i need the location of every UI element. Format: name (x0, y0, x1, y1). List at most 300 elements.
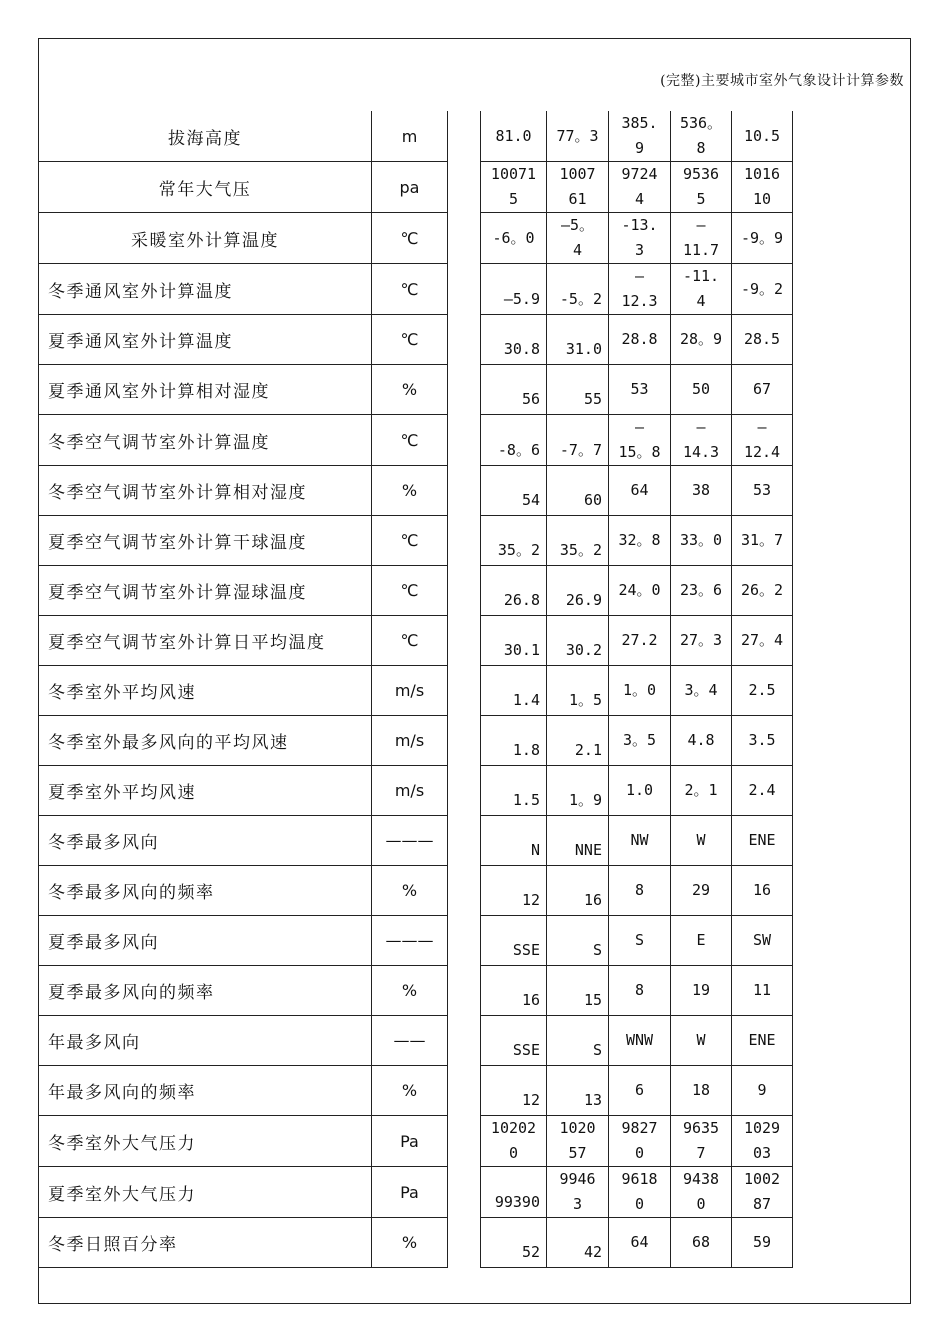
document-header: (完整)主要城市室外气象设计计算参数 (660, 73, 904, 89)
value-text: 16 (583, 891, 602, 909)
unit-cell: —— (372, 1016, 448, 1066)
value-text: 9635 7 (682, 1119, 720, 1162)
unit-cell: % (372, 966, 448, 1016)
value-cell (732, 766, 793, 816)
value-text: 26.8 (503, 591, 540, 609)
value-cell (609, 616, 671, 666)
value-cell (547, 1167, 609, 1218)
value-cell (609, 516, 671, 566)
parameter-label: 夏季空气调节室外计算日平均温度 (39, 616, 372, 666)
value-text: 1002 87 (743, 1170, 781, 1213)
value-cell (481, 916, 547, 966)
value-cell (732, 716, 793, 766)
value-cell (481, 1116, 547, 1167)
value-text: 30.2 (565, 641, 602, 659)
value-text: 1。0 (622, 681, 657, 699)
parameter-label: 冬季空气调节室外计算温度 (39, 415, 372, 466)
value-text: 1。5 (568, 691, 602, 709)
value-cell (732, 866, 793, 916)
value-cell (609, 966, 671, 1016)
value-cell (481, 1167, 547, 1218)
value-text: — 12.3 (621, 267, 658, 310)
value-cell (671, 264, 732, 315)
value-text: 52 (521, 1243, 540, 1261)
spacer-cell (448, 1066, 481, 1116)
value-text: 9724 4 (621, 165, 658, 208)
table-row (39, 666, 793, 716)
table-row (39, 716, 793, 766)
value-cell (732, 1066, 793, 1116)
spacer-cell (448, 415, 481, 466)
value-cell (671, 866, 732, 916)
value-cell (671, 666, 732, 716)
unit-cell: pa (372, 162, 448, 213)
value-text: 23。6 (679, 581, 723, 599)
parameter-label: 冬季室外大气压力 (39, 1116, 372, 1167)
value-cell (671, 365, 732, 415)
unit-cell: ——— (372, 816, 448, 866)
value-cell (481, 816, 547, 866)
value-text: 64 (630, 1233, 649, 1251)
value-cell (481, 866, 547, 916)
value-text: 1。9 (568, 791, 602, 809)
value-text: 26.9 (565, 591, 602, 609)
value-cell (609, 866, 671, 916)
value-text: 1007 61 (559, 165, 596, 208)
value-cell (481, 111, 547, 162)
value-text: 8 (634, 981, 645, 999)
value-cell (547, 415, 609, 466)
parameter-label: 夏季空气调节室外计算湿球温度 (39, 566, 372, 616)
table-row (39, 966, 793, 1016)
value-text: -6。0 (492, 228, 535, 247)
spacer-cell (448, 666, 481, 716)
value-text: W (696, 831, 706, 849)
value-cell (671, 716, 732, 766)
value-text: 9438 0 (682, 1170, 720, 1213)
spacer-cell (448, 766, 481, 816)
value-cell (481, 1218, 547, 1268)
table-row (39, 1167, 793, 1218)
value-text: — 11.7 (682, 216, 720, 259)
value-text: 53 (752, 481, 772, 499)
value-text: -9。2 (740, 279, 784, 298)
value-cell (609, 213, 671, 264)
unit-cell: % (372, 1218, 448, 1268)
unit-cell: ℃ (372, 264, 448, 315)
unit-cell: ——— (372, 916, 448, 966)
parameter-label: 冬季室外最多风向的平均风速 (39, 716, 372, 766)
value-text: 1029 03 (743, 1119, 781, 1162)
value-cell (547, 516, 609, 566)
value-text: 81.0 (495, 126, 532, 145)
value-cell (609, 766, 671, 816)
value-text: 35。2 (497, 541, 540, 559)
value-text: SSE (512, 1041, 540, 1059)
value-cell (732, 365, 793, 415)
value-cell (671, 916, 732, 966)
table-row (39, 766, 793, 816)
unit-cell: m (372, 111, 448, 162)
value-text: NNE (574, 841, 602, 859)
value-cell (671, 966, 732, 1016)
spacer-cell (448, 816, 481, 866)
value-text: — 15。8 (618, 418, 661, 461)
value-text: 26。2 (740, 581, 784, 599)
value-cell (481, 966, 547, 1016)
value-text: NW (630, 831, 649, 849)
spacer-cell (448, 264, 481, 315)
value-text: 9536 5 (682, 165, 720, 208)
value-cell (547, 566, 609, 616)
value-text: 28。9 (679, 330, 723, 348)
unit-cell: % (372, 365, 448, 415)
value-cell (481, 766, 547, 816)
value-cell (609, 264, 671, 315)
value-cell (609, 666, 671, 716)
value-cell (671, 1218, 732, 1268)
value-cell (609, 365, 671, 415)
unit-cell: ℃ (372, 415, 448, 466)
parameter-label: 年最多风向 (39, 1016, 372, 1066)
value-text: 35。2 (559, 541, 602, 559)
spacer-cell (448, 111, 481, 162)
table-row (39, 111, 793, 162)
value-text: 33。0 (679, 531, 723, 549)
value-cell (732, 1016, 793, 1066)
value-cell (481, 616, 547, 666)
table-row (39, 516, 793, 566)
parameter-label: 夏季通风室外计算温度 (39, 315, 372, 365)
value-cell (481, 365, 547, 415)
value-cell (609, 111, 671, 162)
value-cell (609, 716, 671, 766)
value-cell (732, 1167, 793, 1218)
parameter-label: 夏季室外大气压力 (39, 1167, 372, 1218)
value-cell (547, 1066, 609, 1116)
value-text: 11 (752, 981, 772, 999)
value-text: 10.5 (743, 126, 781, 145)
table-row (39, 1066, 793, 1116)
value-cell (547, 1218, 609, 1268)
spacer-cell (448, 162, 481, 213)
value-text: 59 (752, 1233, 772, 1251)
value-cell (609, 415, 671, 466)
value-cell (547, 162, 609, 213)
table-row (39, 466, 793, 516)
value-cell (481, 264, 547, 315)
spacer-cell (448, 1016, 481, 1066)
value-text: -5。2 (559, 290, 602, 308)
value-cell (547, 766, 609, 816)
value-text: S (592, 941, 602, 959)
value-text: 77。3 (556, 126, 599, 145)
value-cell (547, 916, 609, 966)
spacer-cell (448, 516, 481, 566)
spacer-cell (448, 716, 481, 766)
value-cell (547, 816, 609, 866)
parameter-label: 冬季最多风向的频率 (39, 866, 372, 916)
value-text: SSE (512, 941, 540, 959)
value-cell (609, 162, 671, 213)
unit-cell: m/s (372, 716, 448, 766)
unit-cell: ℃ (372, 616, 448, 666)
value-cell (547, 1016, 609, 1066)
spacer-cell (448, 1218, 481, 1268)
spacer-cell (448, 966, 481, 1016)
value-text: 12 (521, 1091, 540, 1109)
unit-cell: ℃ (372, 516, 448, 566)
value-cell (547, 264, 609, 315)
spacer-cell (448, 213, 481, 264)
value-text: 6 (634, 1081, 645, 1099)
value-cell (671, 1066, 732, 1116)
value-cell (732, 616, 793, 666)
unit-cell: ℃ (372, 566, 448, 616)
value-text: 50 (691, 380, 711, 398)
spacer-cell (448, 616, 481, 666)
value-cell (609, 1218, 671, 1268)
value-cell (732, 264, 793, 315)
value-text: ENE (748, 831, 776, 849)
value-cell (671, 1016, 732, 1066)
value-cell (671, 1116, 732, 1167)
value-text: 9827 0 (621, 1119, 658, 1162)
value-text: 16 (752, 881, 772, 899)
value-text: W (696, 1031, 706, 1049)
value-text: 13 (583, 1091, 602, 1109)
spacer-cell (448, 365, 481, 415)
parameter-label: 常年大气压 (39, 162, 372, 213)
table-row (39, 415, 793, 466)
value-text: — 12.4 (743, 418, 781, 461)
value-text: 28.8 (621, 330, 658, 348)
table-row (39, 566, 793, 616)
unit-cell: % (372, 466, 448, 516)
value-cell (671, 213, 732, 264)
unit-cell: % (372, 866, 448, 916)
value-cell (732, 415, 793, 466)
value-cell (609, 1116, 671, 1167)
value-text: 1.4 (512, 691, 540, 709)
climate-parameter-table (38, 111, 793, 1268)
value-text: -7。7 (559, 441, 602, 459)
parameter-label: 夏季最多风向的频率 (39, 966, 372, 1016)
value-cell (732, 466, 793, 516)
value-cell (609, 916, 671, 966)
value-cell (732, 816, 793, 866)
parameter-label: 冬季空气调节室外计算相对湿度 (39, 466, 372, 516)
value-cell (481, 1016, 547, 1066)
spacer-cell (448, 315, 481, 365)
value-cell (732, 1116, 793, 1167)
value-text: 67 (752, 380, 772, 398)
table-row (39, 916, 793, 966)
value-cell (547, 666, 609, 716)
parameter-label: 冬季通风室外计算温度 (39, 264, 372, 315)
value-cell (671, 162, 732, 213)
value-text: 53 (630, 380, 649, 398)
value-text: 32。8 (618, 531, 661, 549)
value-text: 1.5 (512, 791, 540, 809)
value-cell (547, 315, 609, 365)
value-text: E (696, 931, 706, 949)
value-cell (609, 1016, 671, 1066)
value-text: 31。7 (740, 531, 784, 549)
value-cell (671, 111, 732, 162)
value-cell (481, 666, 547, 716)
value-cell (671, 415, 732, 466)
value-text: 9 (757, 1081, 767, 1099)
value-text: 64 (630, 481, 649, 499)
value-text: 15 (583, 991, 602, 1009)
table-row (39, 315, 793, 365)
value-text: 60 (583, 491, 602, 509)
table-row (39, 816, 793, 866)
value-text: 27.2 (621, 631, 658, 649)
value-cell (481, 162, 547, 213)
unit-cell: m/s (372, 766, 448, 816)
value-text: 3。5 (622, 731, 657, 749)
value-cell (609, 1066, 671, 1116)
value-text: 56 (521, 390, 540, 408)
parameter-label: 冬季日照百分率 (39, 1218, 372, 1268)
value-cell (547, 966, 609, 1016)
value-cell (481, 315, 547, 365)
value-cell (732, 162, 793, 213)
value-text: 54 (521, 491, 540, 509)
value-text: WNW (625, 1031, 654, 1049)
unit-cell: m/s (372, 666, 448, 716)
value-cell (609, 1167, 671, 1218)
value-text: 2.5 (748, 681, 776, 699)
value-cell (481, 716, 547, 766)
value-text: 38 (691, 481, 711, 499)
value-cell (547, 616, 609, 666)
parameter-label: 夏季空气调节室外计算干球温度 (39, 516, 372, 566)
value-text: ENE (748, 1031, 776, 1049)
value-text: 4.8 (687, 731, 715, 749)
value-cell (671, 315, 732, 365)
value-cell (671, 566, 732, 616)
value-cell (671, 816, 732, 866)
value-cell (547, 365, 609, 415)
value-cell (547, 111, 609, 162)
value-text: 24。0 (618, 581, 661, 599)
spacer-cell (448, 466, 481, 516)
value-text: 18 (691, 1081, 711, 1099)
value-cell (732, 666, 793, 716)
spacer-cell (448, 566, 481, 616)
table-row (39, 616, 793, 666)
value-text: 1020 57 (559, 1119, 596, 1162)
spacer-cell (448, 1116, 481, 1167)
value-text: 2.4 (748, 781, 776, 799)
value-cell (609, 816, 671, 866)
value-text: 3.5 (748, 731, 776, 749)
value-text: —5。 4 (560, 216, 595, 259)
value-text: 385. 9 (621, 114, 658, 157)
table-row (39, 365, 793, 415)
value-text: 1.0 (625, 781, 654, 799)
value-text: -13. 3 (621, 216, 658, 259)
value-cell (481, 516, 547, 566)
value-cell (671, 616, 732, 666)
value-text: 12 (521, 891, 540, 909)
value-cell (547, 716, 609, 766)
value-text: S (592, 1041, 602, 1059)
value-cell (481, 1066, 547, 1116)
value-text: -11. 4 (682, 267, 720, 310)
value-text: 28.5 (743, 330, 781, 348)
value-text: 10202 0 (490, 1119, 537, 1162)
parameter-label: 夏季最多风向 (39, 916, 372, 966)
value-text: S (634, 931, 645, 949)
value-cell (547, 213, 609, 264)
spacer-cell (448, 916, 481, 966)
value-text: -9。9 (740, 228, 784, 247)
value-text: 27。3 (679, 631, 723, 649)
value-text: 30.1 (503, 641, 540, 659)
parameter-label: 拔海高度 (39, 111, 372, 162)
parameter-label: 冬季室外平均风速 (39, 666, 372, 716)
value-text: 9946 3 (559, 1170, 596, 1213)
value-text: 31.0 (565, 340, 602, 358)
value-cell (732, 111, 793, 162)
value-cell (481, 415, 547, 466)
value-text: —5.9 (503, 290, 540, 308)
value-text: SW (752, 931, 772, 949)
unit-cell: ℃ (372, 213, 448, 264)
value-cell (481, 213, 547, 264)
value-text: 68 (691, 1233, 711, 1251)
value-cell (732, 916, 793, 966)
value-cell (547, 866, 609, 916)
value-text: 2.1 (574, 741, 602, 759)
table-row (39, 1218, 793, 1268)
unit-cell: ℃ (372, 315, 448, 365)
value-cell (732, 213, 793, 264)
value-text: 27。4 (740, 631, 784, 649)
value-cell (732, 315, 793, 365)
value-cell (547, 1116, 609, 1167)
value-text: 3。4 (684, 681, 718, 699)
value-text: 30.8 (503, 340, 540, 358)
value-text: 10071 5 (490, 165, 537, 208)
value-cell (671, 766, 732, 816)
value-text: 42 (583, 1243, 602, 1261)
parameter-label: 夏季室外平均风速 (39, 766, 372, 816)
table-row (39, 162, 793, 213)
value-text: 55 (583, 390, 602, 408)
table-row (39, 866, 793, 916)
value-text: 1.8 (512, 741, 540, 759)
value-text: 1016 10 (743, 165, 781, 208)
value-text: 29 (691, 881, 711, 899)
table-row (39, 1116, 793, 1167)
parameter-label: 采暖室外计算温度 (39, 213, 372, 264)
value-cell (609, 466, 671, 516)
value-text: 536。 8 (679, 114, 723, 157)
value-cell (481, 466, 547, 516)
parameter-label: 夏季通风室外计算相对湿度 (39, 365, 372, 415)
table-row (39, 1016, 793, 1066)
value-text: -8。6 (497, 441, 540, 459)
value-text: 8 (634, 881, 645, 899)
parameter-label: 年最多风向的频率 (39, 1066, 372, 1116)
value-cell (671, 466, 732, 516)
value-cell (732, 966, 793, 1016)
